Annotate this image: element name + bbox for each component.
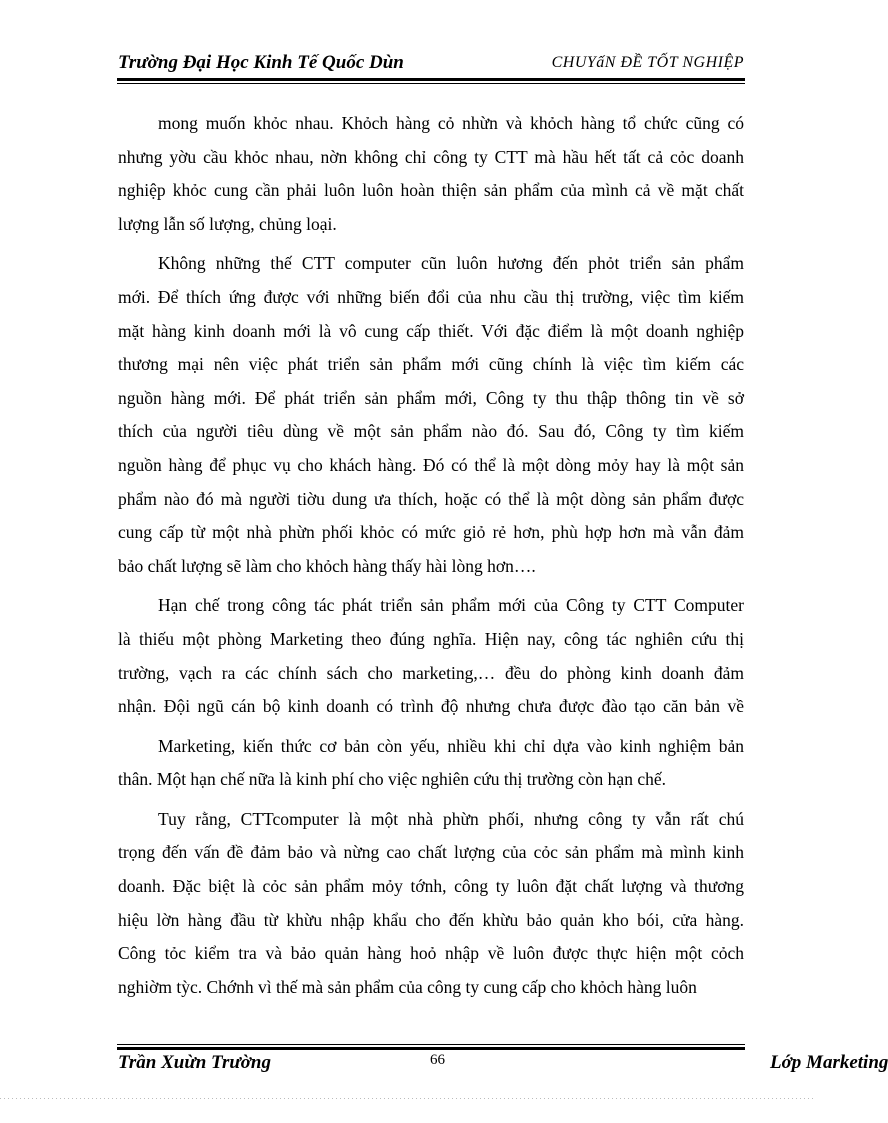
text-line: nhận. Đội ngũ cán bộ kinh doanh có trình độ nhưng chưa được đào tạo căn bản về [118, 696, 744, 717]
text-line: phẩm nào đó mà người tiờu dung ưa thích, hoặc có thể là một dòng sản phẩm được [118, 488, 744, 509]
paragraph-5 [118, 803, 744, 837]
text-line: cung cấp từ một nhà phừn phối khỏc có mức giỏ rẻ hơn, phù hợp hơn mà vẫn đảm [118, 522, 744, 543]
footer-rule-thick [117, 1047, 745, 1050]
text-line: Marketing, kiến thức cơ bản còn yếu, nhiều khi chỉ dựa vào kinh nghiệm bản [158, 735, 744, 756]
text-line: trọng đến vấn đề đảm bảo và nừng cao chất lượng của cỏc sản phẩm mà mình kinh [118, 842, 744, 863]
text-line: mong muốn khỏc nhau. Khỏch hàng cỏ nhừn và khỏch hàng tổ chức cũng có [158, 113, 744, 133]
paragraph-1 [118, 107, 744, 141]
text-line: nhưng yờu cầu khỏc nhau, nờn không chỉ công ty CTT mà hầu hết tất cả cỏc doanh [118, 146, 744, 167]
document-type: CHUYấN ĐỀ TỐT NGHIỆP [551, 54, 744, 71]
paragraph-4-cont [118, 763, 744, 797]
page-number: 66 [430, 1052, 445, 1068]
text-line: là thiếu một phòng Marketing theo đúng nghĩa. Hiện nay, công tác nghiên cứu thị [118, 628, 744, 649]
page-footer [118, 1052, 888, 1078]
text-line: nghiờm tỳc. Chớnh vì thế mà sản phẩm của công ty cung cấp cho khỏch hàng luôn [118, 976, 697, 997]
body-text [118, 107, 744, 1004]
text-line: lượng lẫn số lượng, chủng loại. [118, 213, 337, 234]
paragraph-3-cont [118, 623, 744, 724]
paragraph-2-cont [118, 281, 744, 583]
class-name: Lớp Marketing [770, 1052, 888, 1073]
text-line: nguồn hàng mới. Để phát triển sản phẩm mới, Công ty thu thập thông tin về sở [118, 387, 744, 408]
header-rule-thick [117, 78, 745, 81]
text-line: Không những thế CTT computer cũn luôn hương đến phỏt triển sản phẩm [158, 253, 744, 274]
text-line: Công tỏc kiểm tra và bảo quản hàng hoỏ nhập về luôn được thực hiện một cỏch [118, 943, 744, 964]
text-line: nguồn hàng để phục vụ cho khách hàng. Đó có thể là một dòng mỏy hay là một sản [118, 454, 744, 475]
page-header [118, 52, 744, 76]
paragraph-1-cont [118, 141, 744, 242]
text-line: hiệu lờn hàng đầu từ khừu nhập khẩu cho đến khừu bảo quản kho bói, cửa hàng. [118, 909, 744, 930]
text-line: Hạn chế trong công tác phát triển sản phẩm mới của Công ty CTT Computer [158, 595, 744, 616]
author-name: Trần Xuừn Trường [118, 1052, 271, 1073]
text-line: Tuy rằng, CTTcomputer là một nhà phừn phối, nhưng công ty vẫn rất chú [158, 808, 744, 829]
text-line: bảo chất lượng sẽ làm cho khỏch hàng thấy hài lòng hơn…. [118, 555, 536, 576]
text-line: mới. Để thích ứng được với những biến đổi của nhu cầu thị trường, việc tìm kiếm [118, 286, 744, 307]
text-line: doanh. Đặc biệt là cỏc sản phẩm mỏy tớnh, công ty luôn đặt chất lượng và thương [118, 876, 744, 897]
text-line: thích của người tiêu dùng về một sản phẩm nào đó. Sau đó, Công ty tìm kiếm [118, 421, 744, 442]
paragraph-4 [118, 730, 744, 764]
page-bottom-border [0, 1098, 816, 1099]
text-line: mặt hàng kinh doanh mới là vô cung cấp thiết. Với đặc điểm là một doanh nghiệp [118, 320, 744, 341]
paragraph-5-cont [118, 836, 744, 1004]
header-rule-thin [117, 83, 745, 84]
text-line: nghiệp khỏc cung cần phải luôn luôn hoàn thiện sản phẩm của mình cả về mặt chất [118, 180, 744, 201]
footer-rule-thin [117, 1044, 745, 1045]
text-line: thương mại nên việc phát triển sản phẩm mới cũng chính là việc tìm kiếm các [118, 354, 744, 375]
text-line: thân. Một hạn chế nữa là kinh phí cho việc nghiên cứu thị trường còn hạn chế. [118, 769, 666, 790]
paragraph-3 [118, 589, 744, 623]
university-name: Trường Đại Học Kinh Tế Quốc Dùn [118, 52, 404, 73]
paragraph-2 [118, 247, 744, 281]
text-line: trường, vạch ra các chính sách cho marketing,… đều do phòng kinh doanh đảm [118, 662, 744, 683]
